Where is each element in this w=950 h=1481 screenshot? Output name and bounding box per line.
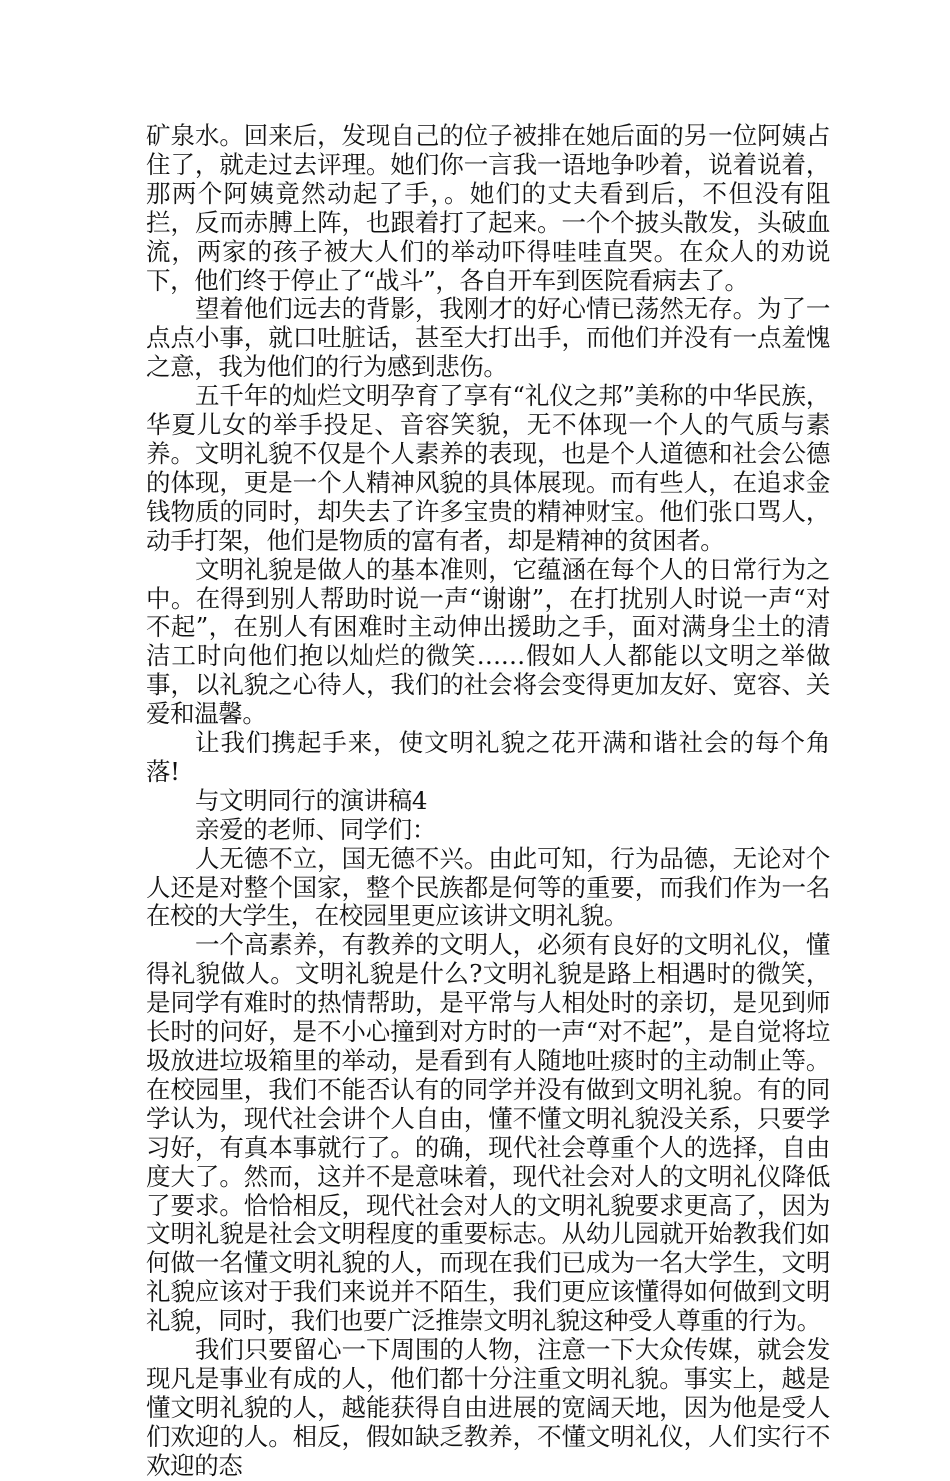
document-body xyxy=(146,122,830,1481)
paragraph: 文明礼貌是做人的基本准则，它蕴涵在每个人的日常行为之中。在得到别人帮助时说一声“谢谢”，在打扰别人时说一声“对不起”，在别人有困难时主动伸出援助之手，面对满身尘土的清洁工时向他们抱以灿烂的微笑……假如人人都能以文明之举做事，以礼貌之心待人，我们的社会将会变得更加友好、宽容、关爱和温馨。 xyxy=(146,554,830,729)
paragraph: 五千年的灿烂文明孕育了享有“礼仪之邦”美称的中华民族，华夏儿女的举手投足、音容笑貌，无不体现一个人的气质与素养。文明礼貌不仅是个人素养的表现，也是个人道德和社会公德的体现，更是一个人精神风貌的具体展现。而有些人，在追求金钱物质的同时，却失去了许多宝贵的精神财宝。他们张口骂人，动手打架，他们是物质的富有者，却是精神的贫困者。 xyxy=(146,381,830,555)
salutation: 亲爱的老师、同学们： xyxy=(195,814,436,844)
section-title: 与文明同行的演讲稿4 xyxy=(195,785,428,815)
paragraph: 望着他们远去的背影，我刚才的好心情已荡然无存。为了一点点小事，就口吐脏话，甚至大打出手，而他们并没有一点羞愧之意，我为他们的行为感到悲伤。 xyxy=(146,294,830,382)
paragraph: 人无德不立，国无德不兴。由此可知，行为品德，无论对个人还是对整个国家，整个民族都是何等的重要，而我们作为一名在校的大学生，在校园里更应该讲文明礼貌。 xyxy=(146,843,830,931)
paragraph-continuation: 矿泉水。回来后，发现自己的位子被排在她后面的另一位阿姨占住了，就走过去评理。她们你一言我一语地争吵着，说着说着，那两个阿姨竟然动起了手，。她们的丈夫看到后，不但没有阻拦，反而赤膊上阵，也跟着打了起来。一个个披头散发，头破血流，两家的孩子被大人们的举动吓得哇哇直哭。在众人的劝说下，他们终于停止了“战斗”，各自开车到医院看病去了。 xyxy=(146,121,830,295)
paragraph: 我们只要留心一下周围的人物，注意一下大众传媒，就会发现凡是事业有成的人，他们都十分注重文明礼貌。事实上，越是懂文明礼貌的人，越能获得自由进展的宽阔天地，因为他是受人们欢迎的人。相反，假如缺乏教养，不懂文明礼仪，人们实行不欢迎的态 xyxy=(146,1335,830,1480)
paragraph: 让我们携起手来，使文明礼貌之花开满和谐社会的每个角落! xyxy=(146,728,830,786)
paragraph: 一个高素养，有教养的文明人，必须有良好的文明礼仪，懂得礼貌做人。文明礼貌是什么?文明礼貌是路上相遇时的微笑，是同学有难时的热情帮助，是平常与人相处时的亲切，是见到师长时的问好，是不小心撞到对方时的一声“对不起”，是自觉将垃圾放进垃圾箱里的举动，是看到有人随地吐痰时的主动制止等。在校园里，我们不能否认有的同学并没有做到文明礼貌。有的同学认为，现代社会讲个人自由，懂不懂文明礼貌没关系，只要学习好，有真本事就行了。的确，现代社会尊重个人的选择，自由度大了。然而，这并不是意味着，现代社会对人的文明礼仪降低了要求。恰恰相反，现代社会对人的文明礼貌要求更高了，因为文明礼貌是社会文明程度的重要标志。从幼儿园就开始教我们如何做一名懂文明礼貌的人，而现在我们已成为一名大学生，文明礼貌应该对于我们来说并不陌生，我们更应该懂得如何做到文明礼貌，同时，我们也要广泛推崇文明礼貌这种受人尊重的行为。 xyxy=(146,930,830,1336)
